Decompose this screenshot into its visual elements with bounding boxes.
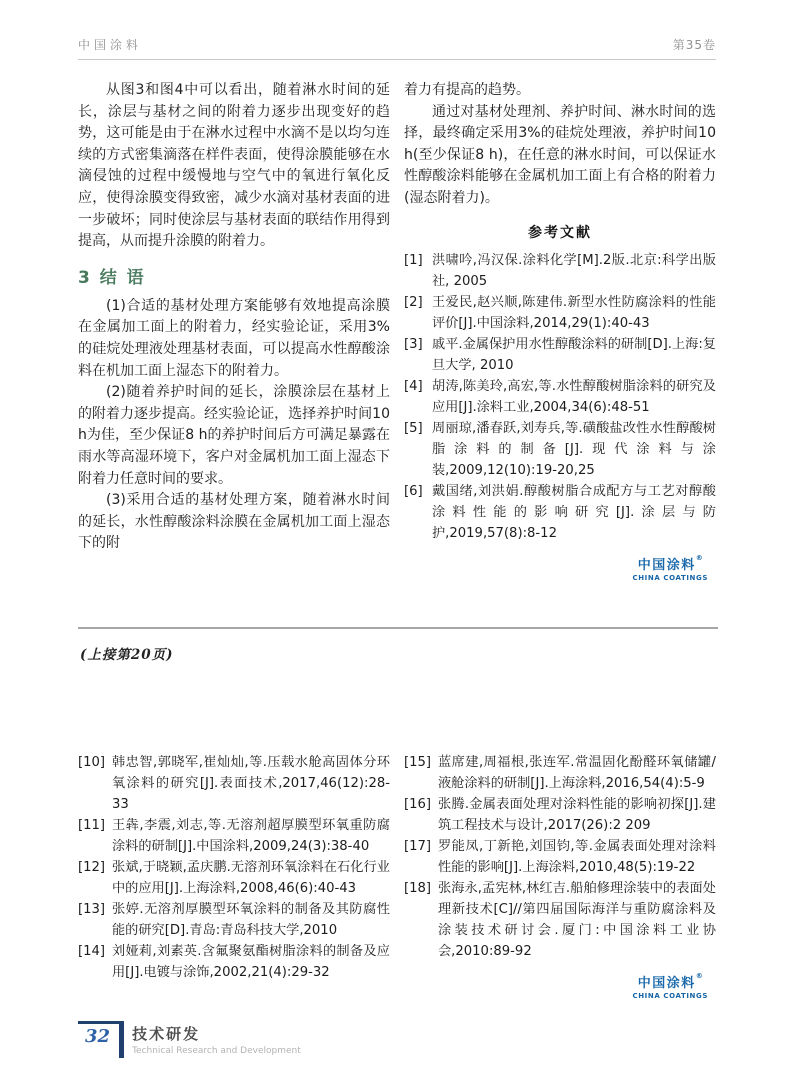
article-left-column bbox=[78, 80, 390, 582]
references-list bbox=[404, 250, 716, 544]
reference-text: 张海永,孟宪林,林红吉.船舶修理涂装中的表面处理新技术[C]//第四届国际海洋与重防腐涂料及涂装技术研讨会.厦门:中国涂料工业协会,2010:89-92 bbox=[438, 881, 716, 959]
reference-text: 戚平.金属保护用水性醇酸涂料的研制[D].上海:复旦大学, 2010 bbox=[432, 336, 716, 373]
footer-section-title-en: Technical Research and Development bbox=[132, 1046, 301, 1056]
continued-references bbox=[78, 752, 716, 1000]
reference-item bbox=[78, 815, 390, 857]
article-right-column bbox=[404, 80, 716, 582]
reference-label: [17] bbox=[404, 839, 432, 854]
logo-cn-text: 中国涂料® bbox=[637, 553, 703, 573]
continued-from-note: (上接第20页) bbox=[80, 647, 174, 663]
reference-label: [13] bbox=[78, 902, 106, 917]
reference-text: 洪啸吟,冯汉保.涂料化学[M].2版.北京:科学出版社, 2005 bbox=[432, 252, 716, 289]
footer-section-title-cn: 技术研发 bbox=[132, 1025, 201, 1043]
reference-label: [4] bbox=[404, 378, 423, 394]
footer-section-titles bbox=[132, 1021, 301, 1056]
journal-name: 中国涂料 bbox=[78, 38, 143, 52]
paragraph: 从图3和图4中可以看出，随着淋水时间的延长，涂层与基材之间的附着力逐步出现变好的趋势，这可能是由于在淋水过程中水滴不是以均匀连续的方式密集滴落在样件表面，使得涂膜能够在水滴侵蚀的过程中缓慢地与空气中的氧进行氧化反应，使得涂膜变得致密，减少水滴对基材表面的进一步破坏；同时使涂层与基材表面的联结作用得到提高，从而提升涂膜的附着力。 bbox=[78, 82, 390, 250]
reference-label: [11] bbox=[78, 818, 106, 833]
conclusion-paragraph-2: (2)随着养护时间的延长，涂膜涂层在基材上的附着力逐步提高。经实验论证，选择养护时间10 h为佳，至少保证8 h的养护时间后方可满足暴露在雨水等高湿环境下，客户对金属机加工面上湿态下附着力任意时间的要求。 bbox=[78, 384, 390, 487]
reference-label: [1] bbox=[404, 252, 423, 268]
section-divider bbox=[78, 627, 718, 629]
paragraph: 通过对基材处理剂、养护时间、淋水时间的选择，最终确定采用3%的硅烷处理液，养护时间10 h(至少保证8 h)，在任意的淋水时间，可以保证水性醇酸涂料能够在金属机加工面上有合格的附着力(湿态附着力)。 bbox=[404, 103, 716, 206]
reference-item bbox=[404, 292, 716, 334]
reference-label: [6] bbox=[404, 483, 423, 499]
reference-label: [2] bbox=[404, 294, 423, 310]
china-coatings-logo bbox=[632, 554, 708, 582]
reference-item bbox=[404, 752, 716, 794]
reference-item bbox=[78, 857, 390, 899]
reference-label: [14] bbox=[78, 944, 106, 959]
reference-item bbox=[404, 418, 716, 481]
reference-item bbox=[404, 334, 716, 376]
logo-en-text: CHINA COATINGS bbox=[632, 992, 708, 1000]
reference-label: [18] bbox=[404, 881, 432, 896]
article-body bbox=[78, 80, 716, 582]
reference-label: [10] bbox=[78, 755, 106, 770]
logo-wrap bbox=[404, 972, 716, 1000]
reference-label: [12] bbox=[78, 860, 106, 875]
logo-en-text: CHINA COATINGS bbox=[632, 573, 708, 582]
reference-text: 王爱民,赵兴顺,陈建伟.新型水性防腐涂料的性能评价[J].中国涂料,2014,29(1):40-43 bbox=[432, 294, 716, 331]
reference-item bbox=[78, 752, 390, 815]
footer-accent-bar bbox=[119, 1021, 124, 1058]
conclusion-paragraph-1: (1)合适的基材处理方案能够有效地提高涂膜在金属加工面上的附着力，经实验论证，采用3%的硅烷处理液处理基材表面，可以提高水性醇酸涂料在机加工面上湿态下的附着力。 bbox=[78, 297, 390, 379]
reference-item bbox=[78, 941, 390, 983]
reference-item bbox=[78, 899, 390, 941]
reference-label: [16] bbox=[404, 797, 432, 812]
conclusion-paragraph-3: (3)采用合适的基材处理方案，随着淋水时间的延长，水性醇酸涂料涂膜在金属机加工面上湿态下的附 bbox=[78, 492, 390, 552]
running-head bbox=[78, 36, 716, 60]
reference-item bbox=[404, 481, 716, 544]
reference-text: 王犇,李震,刘志,等.无溶剂超厚膜型环氧重防腐涂料的研制[J].中国涂料,2009,24(3):38-40 bbox=[112, 818, 390, 854]
reference-item bbox=[404, 836, 716, 878]
reference-item bbox=[404, 250, 716, 292]
page-number: 32 bbox=[78, 1021, 119, 1047]
reference-item bbox=[404, 878, 716, 962]
registered-mark-icon: ® bbox=[695, 553, 703, 562]
continued-right-column bbox=[404, 752, 716, 1000]
reference-text: 张婷.无溶剂厚膜型环氧涂料的制备及其防腐性能的研究[D].青岛:青岛科技大学,2010 bbox=[112, 902, 390, 938]
china-coatings-logo bbox=[632, 972, 708, 1000]
reference-text: 刘娅莉,刘素英.含氟聚氨酯树脂涂料的制备及应用[J].电镀与涂饰,2002,21(4):29-32 bbox=[112, 944, 390, 980]
volume-label: 第35卷 bbox=[672, 38, 716, 52]
references-heading: 参考文献 bbox=[528, 224, 592, 241]
registered-mark-icon: ® bbox=[695, 972, 703, 980]
reference-text: 蓝席建,周福根,张连军.常温固化酚醛环氧储罐/液舱涂料的研制[J].上海涂料,2016,54(4):5-9 bbox=[438, 755, 716, 791]
reference-text: 张斌,于晓颖,孟庆鹏.无溶剂环氧涂料在石化行业中的应用[J].上海涂料,2008,46(6):40-43 bbox=[112, 860, 390, 896]
logo-cn-text: 中国涂料® bbox=[637, 972, 703, 991]
reference-text: 罗能凤,丁新艳,刘国钧,等.金属表面处理对涂料性能的影响[J].上海涂料,2010,48(5):19-22 bbox=[438, 839, 716, 875]
logo-wrap bbox=[404, 554, 716, 582]
reference-label: [5] bbox=[404, 420, 423, 436]
reference-text: 戴国绪,刘洪娟.醇酸树脂合成配方与工艺对醇酸涂料性能的影响研究[J].涂层与防护,2019,57(8):8-12 bbox=[432, 483, 716, 541]
continued-left-column bbox=[78, 752, 390, 1000]
reference-label: [3] bbox=[404, 336, 423, 352]
reference-text: 胡涛,陈美玲,高宏,等.水性醇酸树脂涂料的研究及应用[J].涂料工业,2004,34(6):48-51 bbox=[432, 378, 716, 415]
section-heading-conclusion: 3 结 语 bbox=[78, 267, 146, 288]
paragraph-continuation: 着力有提高的趋势。 bbox=[404, 82, 530, 98]
reference-text: 张腾.金属表面处理对涂料性能的影响初探[J].建筑工程技术与设计,2017(26):2 209 bbox=[438, 797, 716, 833]
reference-text: 周丽琼,潘春跃,刘寿兵,等.磺酸盐改性水性醇酸树脂涂料的制备[J].现代涂料与涂装,2009,12(10):19-20,25 bbox=[432, 420, 716, 478]
reference-item bbox=[404, 794, 716, 836]
reference-label: [15] bbox=[404, 755, 432, 770]
page-footer bbox=[78, 1021, 301, 1058]
reference-item bbox=[404, 376, 716, 418]
reference-text: 韩忠智,郭晓军,崔灿灿,等.压载水舱高固体分环氧涂料的研究[J].表面技术,2017,46(12):28-33 bbox=[112, 755, 390, 812]
